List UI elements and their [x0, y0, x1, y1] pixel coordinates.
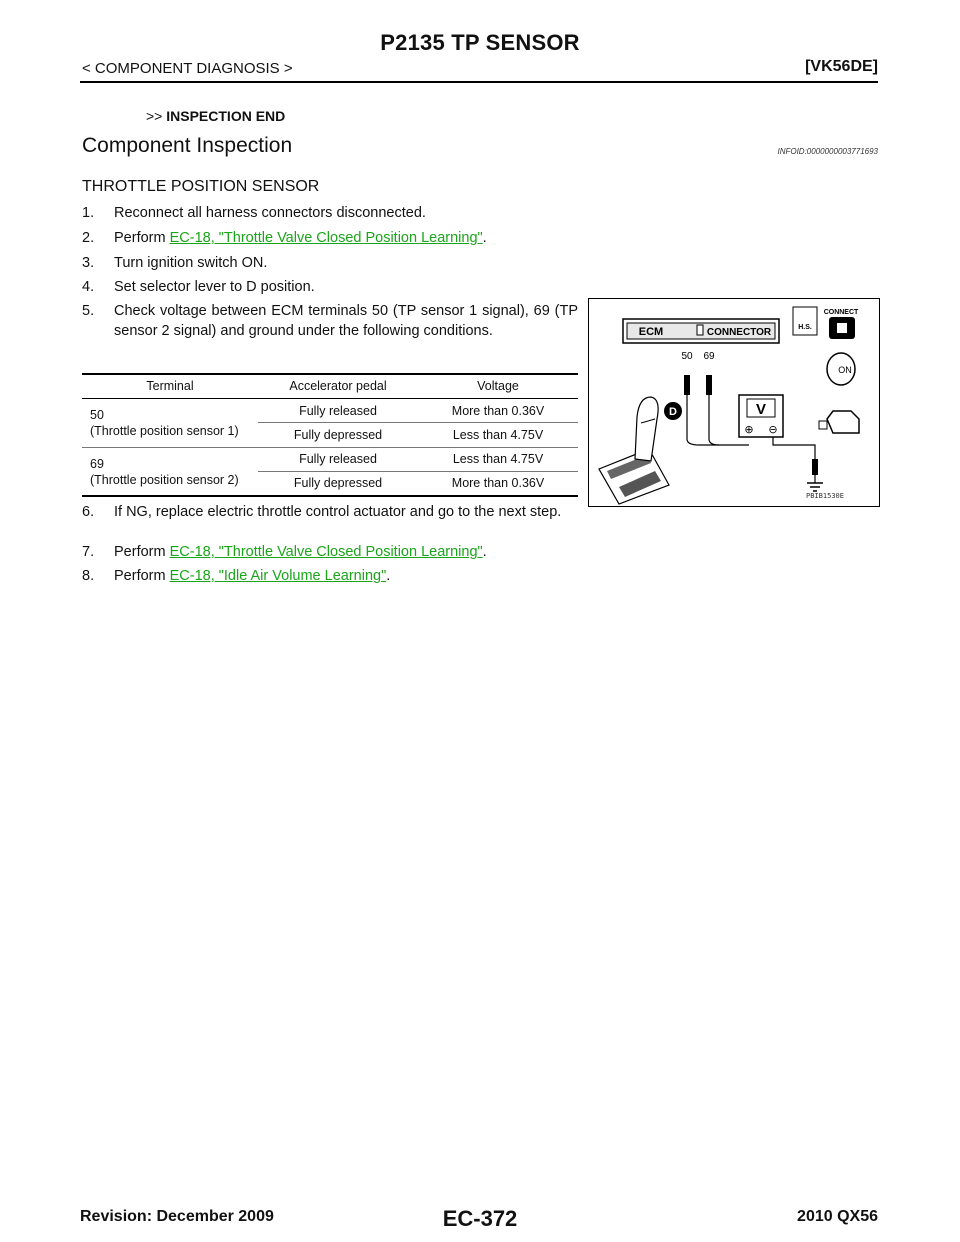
table-header: Terminal [146, 379, 194, 393]
voltmeter-label: V [755, 401, 767, 418]
wiring-figure [588, 298, 880, 507]
ground-probe [812, 459, 818, 475]
step-number: 6. [82, 504, 95, 520]
terminal-number: 69 [90, 457, 104, 471]
terminal-number: 50 [90, 408, 104, 422]
terminal-desc: (Throttle position sensor 2) [90, 473, 239, 487]
footer-revision: Revision: December 2009 [80, 1208, 274, 1225]
step-number: 2. [82, 230, 95, 246]
step-7 [82, 542, 578, 562]
pin-label-50: 50 [681, 351, 693, 362]
step-text: Perform [114, 230, 170, 246]
inspection-end-label: INSPECTION END [166, 108, 286, 124]
step-number: 7. [82, 544, 95, 560]
step-text: Set selector lever to D position. [114, 279, 315, 295]
plus-terminal: ⊕ [744, 423, 754, 436]
step-6 [82, 502, 578, 522]
table-row [90, 456, 239, 488]
table-header: Voltage [477, 379, 519, 393]
step-3 [82, 253, 578, 273]
hs-label: H.S. [798, 324, 812, 331]
minus-terminal: ⊖ [768, 423, 778, 436]
figure-svg [589, 299, 879, 506]
probe-69 [706, 375, 712, 395]
step-text-end: . [482, 230, 487, 246]
table-row [90, 407, 239, 439]
step-text-end: . [482, 544, 487, 560]
probe-50 [684, 375, 690, 395]
table-rule [258, 471, 578, 472]
step-1 [82, 203, 578, 223]
link-throttle-valve-learning[interactable]: EC-18, "Throttle Valve Closed Position Learning" [169, 544, 483, 560]
step-8 [82, 566, 578, 586]
step-number: 5. [82, 303, 95, 319]
pin-label-69: 69 [703, 351, 715, 362]
ecm-label: ECM [638, 326, 664, 338]
link-throttle-valve-learning[interactable]: EC-18, "Throttle Valve Closed Position Learning" [169, 230, 483, 246]
step-4 [82, 277, 578, 297]
inspection-end [146, 108, 285, 124]
section-title: Component Inspection [82, 134, 293, 157]
engine-icon-detail [819, 421, 827, 429]
pedal-state: Fully released [299, 404, 377, 418]
step-text-end: . [386, 568, 391, 584]
table-rule [258, 422, 578, 423]
footer-model: 2010 QX56 [797, 1208, 878, 1225]
ground-wire [773, 437, 815, 471]
table-rule [82, 398, 578, 399]
engine-icon [827, 411, 859, 433]
subsection-title: THROTTLE POSITION SENSOR [82, 178, 320, 195]
ignition-on-label: ON [838, 365, 852, 375]
model-code: [VK56DE] [805, 58, 878, 75]
connect-label: CONNECT [823, 309, 859, 316]
terminal-desc: (Throttle position sensor 1) [90, 424, 239, 438]
step-text: Perform [114, 568, 170, 584]
pedal-state: Fully released [299, 452, 377, 466]
step-number: 8. [82, 568, 95, 584]
voltage-value: Less than 4.75V [452, 428, 544, 442]
step-text: If NG, replace electric throttle control actuator and go to the next step. [114, 504, 562, 520]
table-rule [82, 495, 578, 497]
step-2 [82, 228, 578, 248]
breadcrumb: < COMPONENT DIAGNOSIS > [82, 60, 293, 77]
step-number: 3. [82, 255, 95, 271]
pedal-state: Fully depressed [293, 428, 383, 442]
info-id: INFOID:0000000003771693 [777, 147, 878, 156]
table-rule [82, 447, 578, 448]
wire [687, 439, 749, 445]
connect-icon-detail [837, 323, 847, 333]
arrow-marker: >> [146, 108, 163, 124]
step-text: Reconnect all harness connectors disconnected. [114, 205, 426, 221]
footer-page-number: EC-372 [442, 1206, 518, 1231]
voltage-value: More than 0.36V [451, 404, 545, 418]
table-header: Accelerator pedal [289, 379, 387, 393]
voltage-value: Less than 4.75V [452, 452, 544, 466]
step-number: 4. [82, 279, 95, 295]
step-5 [82, 301, 578, 341]
step-number: 1. [82, 205, 95, 221]
header-rule [80, 81, 878, 83]
page-title: P2135 TP SENSOR [380, 30, 580, 55]
wire [709, 439, 719, 445]
step-text: Turn ignition switch ON. [114, 255, 268, 271]
gear-d-label: D [669, 406, 677, 418]
link-idle-air-volume-learning[interactable]: EC-18, "Idle Air Volume Learning" [169, 568, 387, 584]
figure-code: PBIB1530E [806, 492, 844, 500]
connector-latch-icon [697, 325, 703, 335]
table-rule [82, 373, 578, 375]
selector-lever-icon [599, 397, 669, 504]
connector-label: CONNECTOR [706, 327, 772, 338]
pedal-state: Fully depressed [293, 476, 383, 490]
step-text: Check voltage between ECM terminals 50 (TP sensor 1 signal), 69 (TP sensor 2 signal) and ground under the following conditions. [114, 303, 578, 339]
step-text: Perform [114, 544, 170, 560]
voltage-value: More than 0.36V [451, 476, 545, 490]
